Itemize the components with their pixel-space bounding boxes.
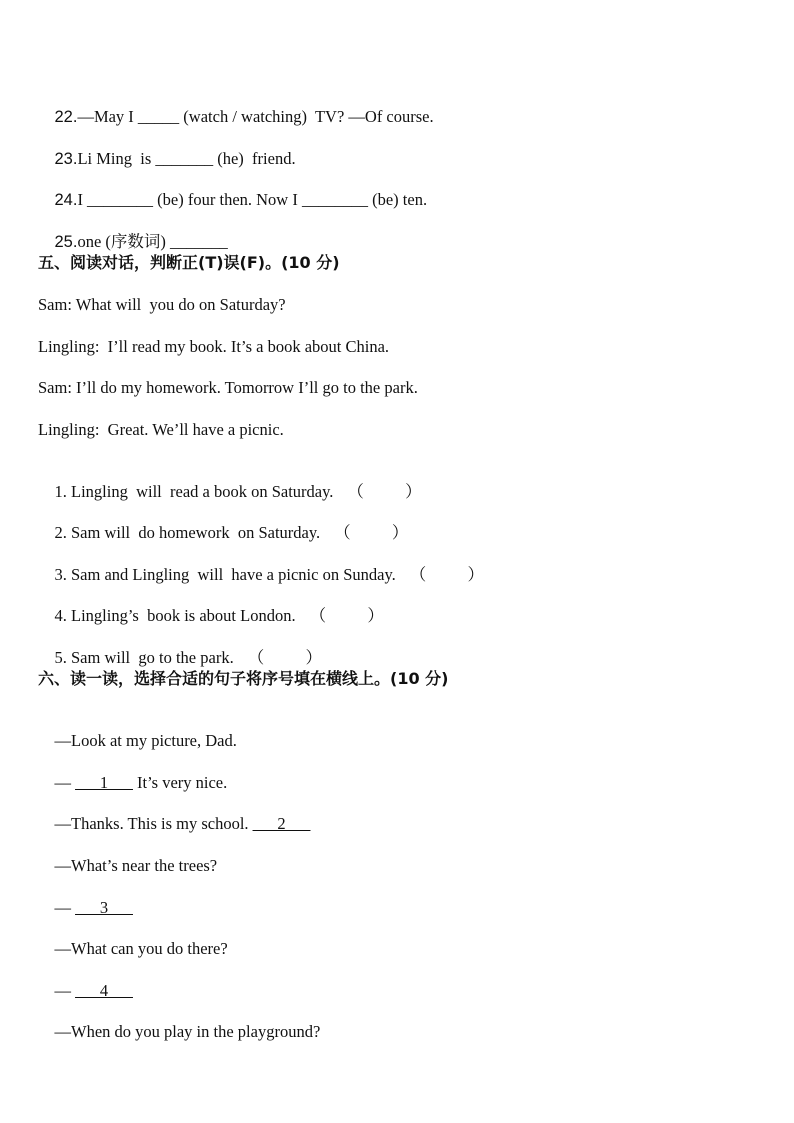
question-text: Li Ming is _______ (he) friend.: [77, 149, 296, 168]
dialogue-text: —What can you do there?: [54, 939, 228, 958]
dialogue-text: —: [54, 981, 76, 1000]
section-6-title: 六、读一读，选择合适的句子将序号填在横线上。(10 分): [38, 669, 449, 688]
dialogue-line: Lingling: I’ll read my book. It’s a book about China.: [38, 337, 390, 356]
question-text: 1. Lingling will read a book on Saturday.: [54, 482, 334, 501]
dialogue-text: —What’s near the trees?: [54, 856, 218, 875]
answer-parentheses[interactable]: （ ）: [309, 606, 384, 625]
answer-parentheses[interactable]: （ ）: [347, 482, 422, 501]
question-number: 22.: [54, 108, 78, 126]
dialogue-line-8: [38, 1002, 320, 1062]
answer-blank-2[interactable]: ___2___: [252, 814, 311, 833]
dialogue-line: Sam: I’ll do my homework. Tomorrow I’ll go to the park.: [38, 378, 418, 397]
dialogue-text: —When do you play in the playground?: [54, 1022, 321, 1041]
answer-blank-1[interactable]: ___1___: [75, 773, 133, 792]
dialogue-text: —Thanks. This is my school.: [54, 814, 253, 833]
dialogue-text: —Look at my picture, Dad.: [54, 731, 237, 750]
question-text: one (序数词) _______: [77, 232, 228, 251]
question-text: 4. Lingling’s book is about London.: [54, 606, 296, 625]
answer-parentheses[interactable]: （ ）: [409, 565, 484, 584]
dialogue-text: It’s very nice.: [132, 773, 228, 792]
answer-blank-3[interactable]: ___3___: [75, 898, 133, 917]
dialogue-text: —: [54, 773, 76, 792]
question-text: 2. Sam will do homework on Saturday.: [54, 523, 321, 542]
question-text: 5. Sam will go to the park.: [54, 648, 234, 667]
question-text: 3. Sam and Lingling will have a picnic on Sunday.: [54, 565, 396, 584]
dialogue-text: —: [54, 898, 76, 917]
section-5-title: 五、阅读对话，判断正(T)误(F)。(10 分): [38, 253, 340, 272]
dialogue-line: Sam: What will you do on Saturday?: [38, 295, 286, 314]
answer-parentheses[interactable]: （ ）: [334, 523, 409, 542]
question-number: 25.: [54, 233, 78, 251]
dialogue-line: Lingling: Great. We’ll have a picnic.: [38, 420, 284, 439]
question-number: 24.: [54, 191, 78, 209]
answer-parentheses[interactable]: （ ）: [247, 648, 322, 667]
answer-blank-4[interactable]: ___4___: [75, 981, 133, 1000]
question-text: —May I _____ (watch / watching) TV? —Of course.: [77, 107, 434, 126]
question-number: 23.: [54, 150, 78, 168]
question-text: I ________ (be) four then. Now I ________ (be) ten.: [77, 190, 428, 209]
